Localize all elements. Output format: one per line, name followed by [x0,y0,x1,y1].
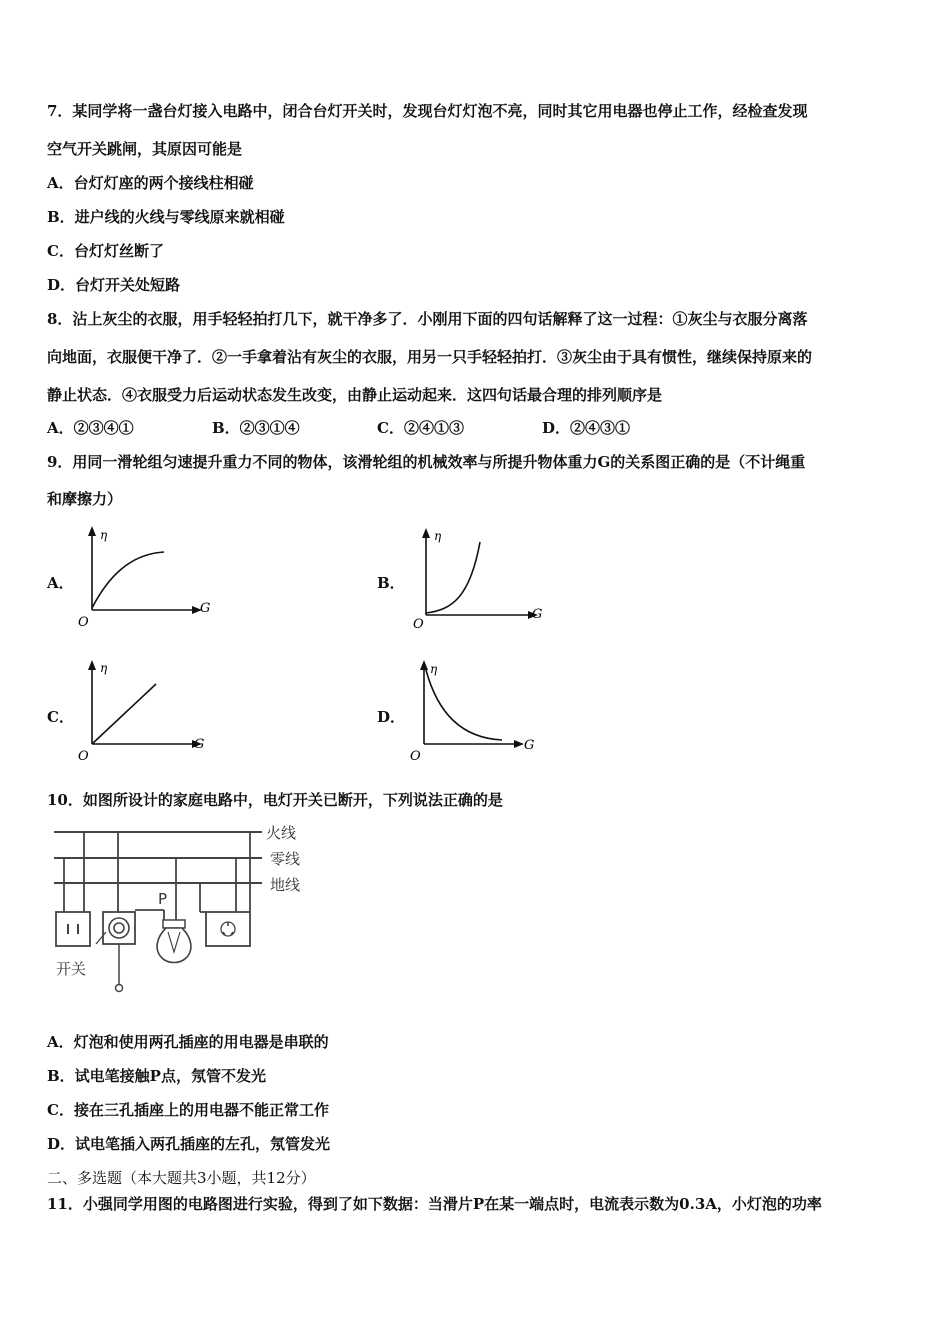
q9-stem-line1: 9．用同一滑轮组匀速提升重力不同的物体，该滑轮组的机械效率与所提升物体重力G的关系图正确的是（不计绳重 [47,453,806,471]
q8-option-d: D．②④③① [542,419,631,437]
q7-option-d: D．台灯开关处短路 [47,276,181,294]
g-label: G [532,607,543,622]
q9-graph-d-curve [426,670,502,740]
switch-label: 开关 [56,960,87,978]
q8-option-c: C．②④①③ [377,419,464,437]
point-p-label: P [158,890,168,908]
q10-option-d: D．试电笔插入两孔插座的左孔，氖管发光 [47,1135,331,1153]
q10-stem: 10．如图所设计的家庭电路中，电灯开关已断开，下列说法正确的是 [47,791,503,809]
q8-option-a: A．②③④① [47,419,134,437]
q9-graph-c-line [92,684,156,744]
q8-stem-line2: 向地面，衣服便干净了．②一手拿着沾有灰尘的衣服，用另一只手轻轻拍打．③灰尘由于具有惯性，继续保持原来的 [47,348,813,366]
q9-stem-line2: 和摩擦力） [47,490,123,508]
origin-label: O [78,615,89,630]
q9-label-c: C． [47,708,74,726]
q7-option-a: A．台灯灯座的两个接线柱相碰 [47,174,254,192]
two-hole-socket [56,912,90,946]
q7-option-c: C．台灯灯丝断了 [47,242,164,260]
eta-label: η [430,662,438,676]
eta-label: η [100,528,108,542]
origin-label: O [410,749,421,764]
g-label: G [194,737,205,752]
ground-wire-label: 地线 [270,876,301,894]
live-wire-label: 火线 [266,824,297,842]
q10-option-a: A．灯泡和使用两孔插座的用电器是串联的 [47,1033,329,1051]
q10-circuit-diagram [40,820,330,1000]
origin-label: O [78,749,89,764]
q9-graph-d [404,656,554,766]
q8-option-b: B．②③①④ [212,419,300,437]
q9-graph-c [72,656,222,766]
origin-label: O [413,617,424,632]
q7-stem-line1: 7．某同学将一盏台灯接入电路中，闭合台灯开关时，发现台灯灯泡不亮，同时其它用电器也停止工作，经检查发现 [47,102,808,120]
section-heading-multiple-choice: 二、多选题（本大题共3小题，共12分） [47,1169,316,1187]
q10-option-c: C．接在三孔插座上的用电器不能正常工作 [47,1101,329,1119]
g-label: G [200,601,211,616]
q7-option-b: B．进户线的火线与零线原来就相碰 [47,208,285,226]
q7-stem-line2: 空气开关跳闸，其原因可能是 [47,140,243,158]
q9-graph-b [404,522,554,632]
eta-label: η [434,529,442,543]
eta-label: η [100,661,108,675]
q9-label-d: D． [377,708,406,726]
q9-graph-b-curve [426,542,480,613]
q8-stem-line3: 静止状态．④衣服受力后运动状态发生改变，由静止运动起来．这四句话最合理的排列顺序是 [47,386,663,404]
neutral-wire-label: 零线 [270,850,301,868]
three-hole-socket [206,912,250,946]
g-label: G [524,738,535,753]
q10-option-b: B．试电笔接触P点，氖管不发光 [47,1067,266,1085]
q11-stem-line1: 11．小强同学用图的电路图进行实验，得到了如下数据：当滑片P在某一端点时，电流表示数为0.3A，小灯泡的功率 [47,1195,822,1213]
q9-graph-a-curve [92,552,164,608]
q9-label-b: B． [377,574,405,592]
light-switch [103,912,135,944]
q9-graph-a [72,522,222,632]
q8-stem-line1: 8．沾上灰尘的衣服，用手轻轻拍打几下，就干净多了．小刚用下面的四句话解释了这一过程：①灰尘与衣服分离落 [47,310,808,328]
light-bulb [157,928,191,963]
q9-label-a: A． [47,574,74,592]
